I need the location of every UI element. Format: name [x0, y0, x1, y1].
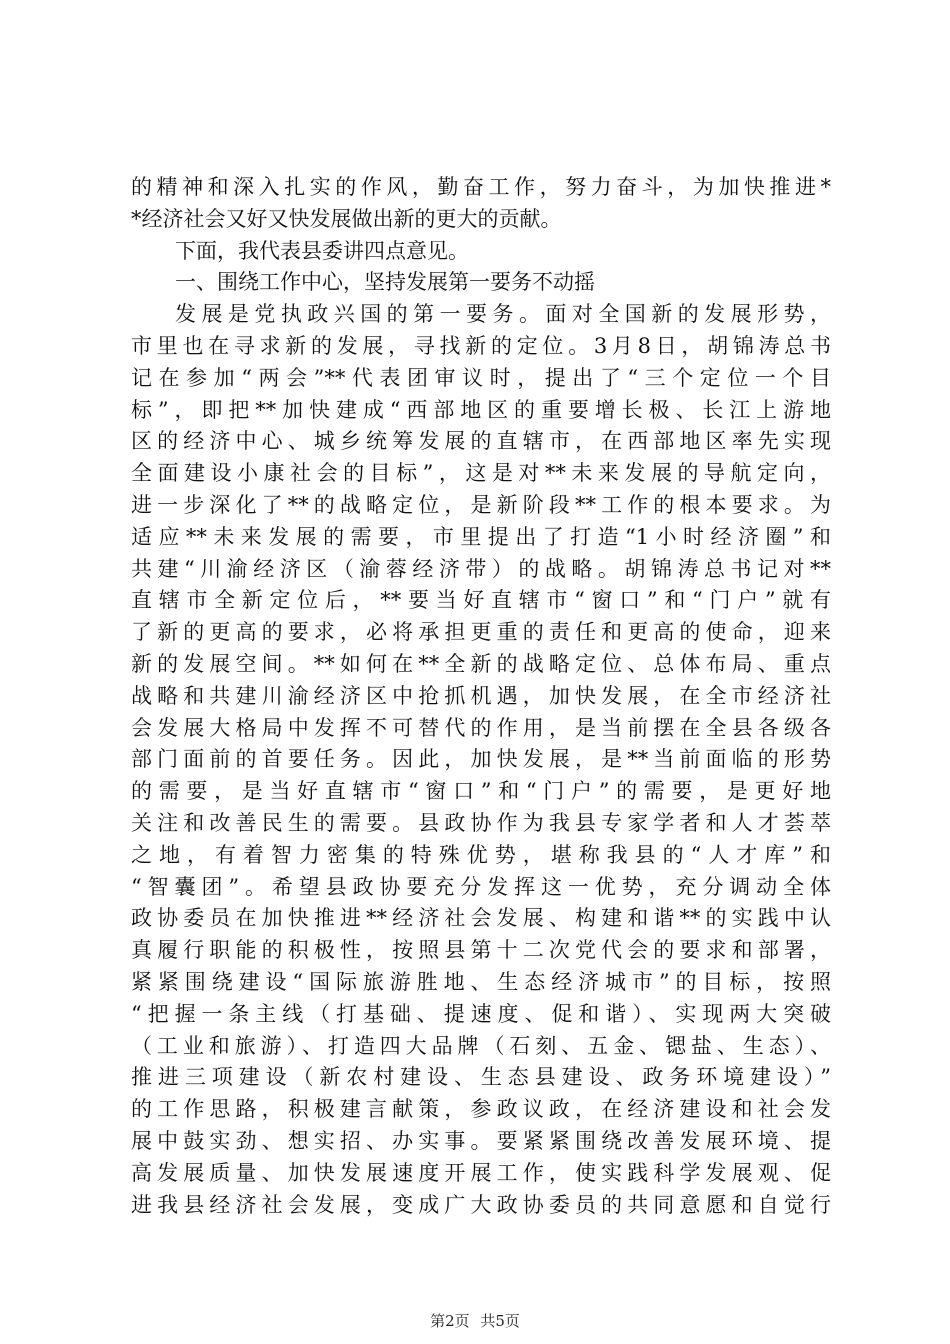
- text-line: 的工作思路，积极建言献策，参政议政，在经济建设和社会发: [131, 1097, 831, 1122]
- text-line: 部门面前的首要任务。因此，加快发展，是**当前面临的形势: [131, 747, 831, 772]
- section-heading: 一、围绕工作中心，坚持发展第一要务不动摇: [175, 270, 595, 295]
- text-line: 战略和共建川渝经济区中抢抓机遇，加快发展，在全市经济社: [131, 683, 831, 708]
- text-line: 关注和改善民生的需要。县政协作为我县专家学者和人才荟萃: [131, 810, 831, 835]
- text-line: 紧紧围绕建设“国际旅游胜地、生态经济城市”的目标，按照: [131, 969, 831, 994]
- text-line: （工业和旅游）、打造四大品牌（石刻、五金、锶盐、生态）、: [131, 1033, 831, 1058]
- text-line: 记在参加“两会”**代表团审议时，提出了“三个定位一个目: [131, 365, 831, 390]
- text-line: 标”，即把**加快建成“西部地区的重要增长极、长江上游地: [131, 397, 831, 422]
- text-line: 进我县经济社会发展，变成广大政协委员的共同意愿和自觉行: [131, 1192, 831, 1217]
- text-line: “把握一条主线（打基础、提速度、促和谐）、实现两大突破: [131, 1001, 831, 1026]
- text-line: 真履行职能的积极性，按照县第十二次党代会的要求和部署，: [131, 938, 831, 963]
- text-line: 高发展质量、加快发展速度开展工作，使实践科学发展观、促: [131, 1160, 831, 1185]
- text-line: 政协委员在加快推进**经济社会发展、构建和谐**的实践中认: [131, 906, 831, 931]
- text-line: 全面建设小康社会的目标”，这是对**未来发展的导航定向，: [131, 461, 831, 486]
- text-line: 的精神和深入扎实的作风，勤奋工作，努力奋斗，为加快推进*: [131, 175, 831, 199]
- text-line: 了新的更高的要求，必将承担更重的责任和更高的使命，迎来: [131, 620, 831, 645]
- text-line: 直辖市全新定位后，**要当好直辖市“窗口”和“门户”就有: [131, 588, 831, 613]
- text-line: “智囊团”。希望县政协要充分发挥这一优势，充分调动全体: [131, 874, 831, 899]
- text-line: 下面，我代表县委讲四点意见。: [175, 238, 469, 263]
- text-line: 进一步深化了**的战略定位，是新阶段**工作的根本要求。为: [131, 492, 831, 517]
- text-line: 发展是党执政兴国的第一要务。面对全国新的发展形势，: [175, 302, 831, 327]
- text-line: 市里也在寻求新的发展，寻找新的定位。3月8日，胡锦涛总书: [131, 333, 831, 358]
- text-line: 会发展大格局中发挥不可替代的作用，是当前摆在全县各级各: [131, 715, 831, 740]
- text-line: 的需要，是当好直辖市“窗口”和“门户”的需要，是更好地: [131, 779, 831, 804]
- page-total: 共5页: [480, 1312, 520, 1330]
- text-line: 展中鼓实劲、想实招、办实事。要紧紧围绕改善发展环境、提: [131, 1128, 831, 1153]
- text-line: 共建“川渝经济区（渝蓉经济带）的战略。胡锦涛总书记对**: [131, 556, 831, 581]
- text-line: 区的经济中心、城乡统筹发展的直辖市，在西部地区率先实现: [131, 429, 831, 454]
- text-line: 之地，有着智力密集的特殊优势，堪称我县的“人才库”和: [131, 842, 831, 867]
- text-line: 适应**未来发展的需要，市里提出了打造“1小时经济圈”和: [131, 524, 831, 549]
- text-line: 推进三项建设（新农村建设、生态县建设、政务环境建设）”: [131, 1065, 831, 1090]
- page-number: 第2页: [430, 1312, 470, 1330]
- text-line: 新的发展空间。**如何在**全新的战略定位、总体布局、重点: [131, 651, 831, 676]
- document-body: [131, 172, 831, 1221]
- text-line: *经济社会又好又快发展做出新的更大的贡献。: [131, 206, 562, 231]
- page-footer: [0, 1310, 950, 1331]
